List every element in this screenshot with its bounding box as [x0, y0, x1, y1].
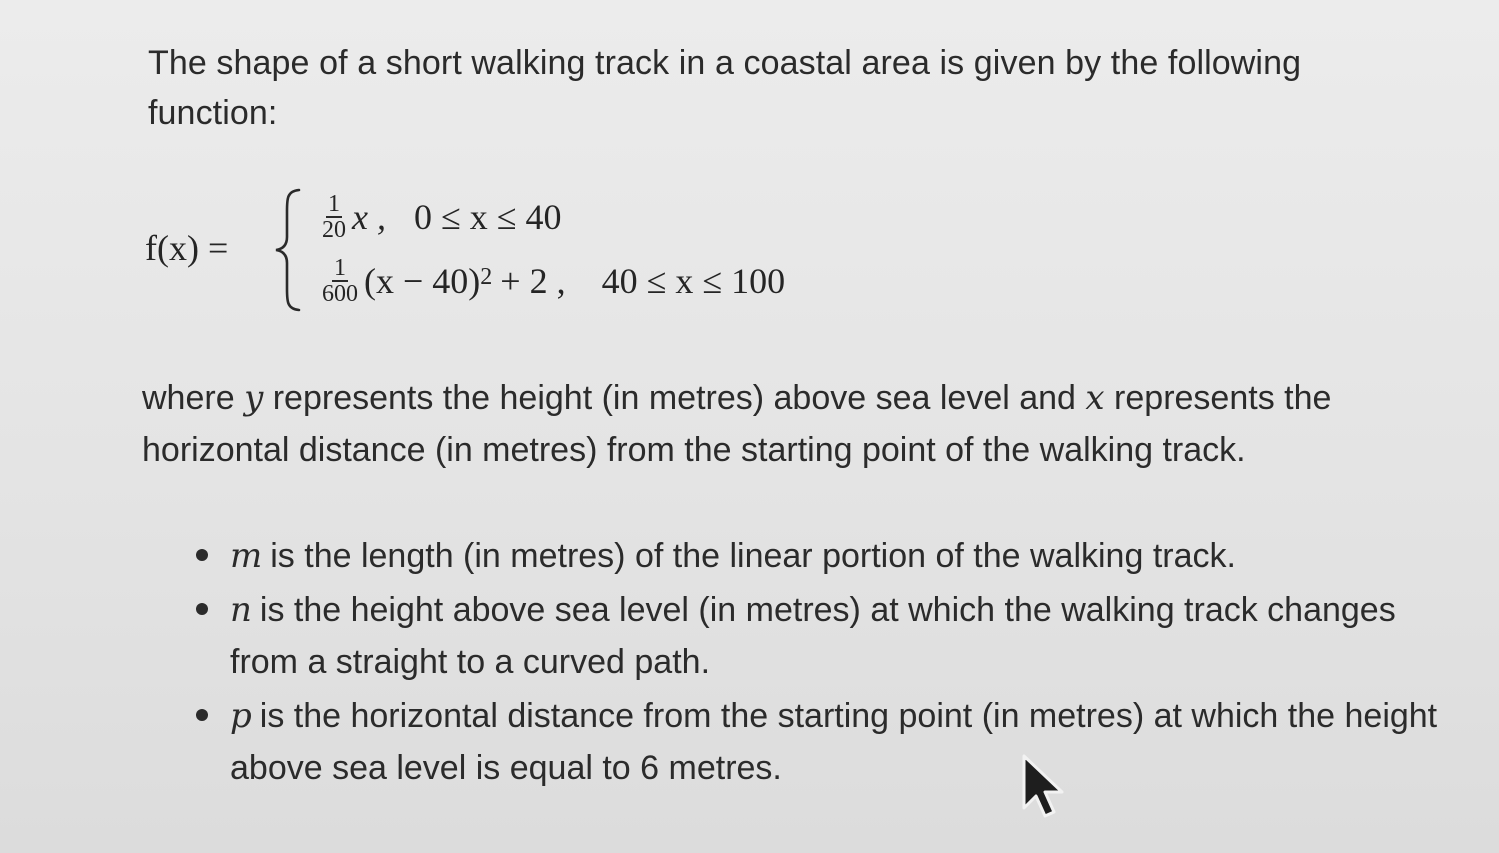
- piece-1-condition: 0 ≤ x ≤ 40: [413, 197, 562, 237]
- description-part-3: represents the horizontal distance (in metres) from the starting point of the walking track.: [142, 379, 1332, 469]
- piece-2-denominator: 600: [322, 281, 358, 307]
- piece-2-expression-tail: + 2 ,: [500, 261, 566, 301]
- variables-description: [142, 372, 1402, 476]
- bullet-text: is the horizontal distance from the starting point (in metres) at which the height above sea level is equal to 6 metres.: [230, 697, 1438, 787]
- list-item: [192, 690, 1462, 794]
- bullet-variable: n: [230, 590, 252, 630]
- piece-1-numerator: 1: [328, 191, 340, 217]
- bullet-variable: p: [230, 696, 252, 736]
- piece-2: [320, 251, 785, 311]
- piece-2-condition: 40 ≤ x ≤ 100: [601, 261, 786, 301]
- bullet-variable: m: [230, 536, 263, 576]
- piece-2-exponent: 2: [480, 263, 493, 290]
- definitions-list: [192, 530, 1462, 796]
- variable-y: y: [244, 378, 264, 418]
- mouse-pointer-icon: [1018, 752, 1068, 822]
- piece-2-coefficient: [320, 256, 360, 306]
- piece-1-denominator: 20: [322, 217, 346, 243]
- piece-1-coefficient: [320, 192, 348, 242]
- piecewise-function: [145, 185, 1045, 325]
- piece-1-expression: x ,: [352, 197, 386, 237]
- bullet-text: is the height above sea level (in metres) at which the walking track changes from a straight to a curved path.: [230, 591, 1396, 681]
- bullet-dot-icon: [196, 709, 208, 721]
- list-item: [192, 530, 1462, 582]
- intro-text: The shape of a short walking track in a coastal area is given by the following function:: [148, 44, 1302, 132]
- left-brace-icon: [273, 187, 303, 313]
- description-part-2: represents the height (in metres) above sea level and: [263, 379, 1086, 417]
- description-part-1: where: [142, 379, 245, 417]
- piece-1: [320, 187, 562, 247]
- variable-x: x: [1085, 378, 1105, 418]
- intro-paragraph: [148, 38, 1368, 138]
- bullet-dot-icon: [196, 549, 208, 561]
- piece-2-numerator: 1: [334, 255, 346, 281]
- function-lhs-text: f(x) =: [145, 228, 229, 268]
- piece-2-expression-base: (x − 40): [364, 261, 481, 301]
- bullet-text: is the length (in metres) of the linear portion of the walking track.: [270, 537, 1236, 575]
- list-item: [192, 584, 1462, 688]
- function-lhs: [145, 227, 228, 269]
- bullet-dot-icon: [196, 603, 208, 615]
